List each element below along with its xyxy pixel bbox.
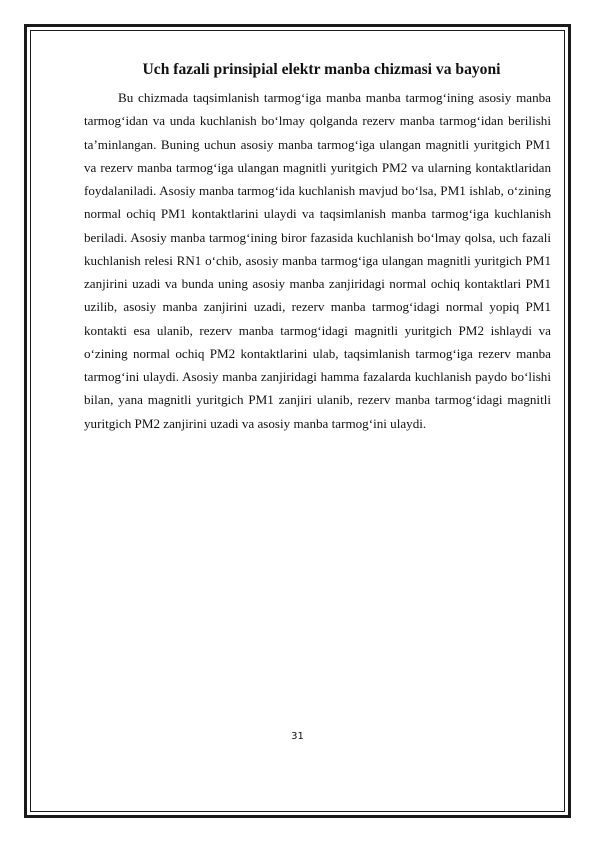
page-number: 31 <box>291 731 304 742</box>
document-title: Uch fazali prinsipial elektr manba chizmasi va bayoni <box>142 61 501 78</box>
body-paragraph: Bu chizmada taqsimlanish tarmog‘iga manba manba tarmog‘ining asosiy manba tarmog‘idan va unda kuchlanish bo‘lmay qolganda rezerv manba tarmog‘idan berilishi ta’minlangan. Buning uchun asosiy manba tarmog‘iga ulangan magnitli yuritgich PM1 va rezerv manba tarmog‘iga ulangan magnitli yuritgich PM2 va ularning kontaktlaridan foydalaniladi. Asosiy manba tarmog‘ida kuchlanish mavjud bo‘lsa, PM1 ishlab, o‘zining normal ochiq PM1 kontaktlarini ulaydi va taqsimlanish manba tarmog‘iga kuchlanish beriladi. Asosiy manba tarmog‘ining biror fazasida kuchlanish bo‘lmay qolsa, uch fazali kuchlanish relesi RN1 o‘chib, asosiy manba tarmog‘iga ulangan magnitli yuritgich PM1 zanjirini uzadi va bunda uning asosiy manba zanjiridagi normal ochiq kontaktlari PM1 uzilib, asosiy manba zanjirini uzadi, rezerv manba tarmog‘idagi normal yopiq PM1 kontakti esa ulanib, rezerv manba tarmog‘idagi magnitli yuritgich PM2 ishlaydi va o‘zining normal ochiq PM2 kontaktlarini ulab, taqsimlanish tarmog‘iga rezerv manba tarmog‘ini ulaydi. Asosiy manba zanjiridagi hamma fazalarda kuchlanish paydo bo‘lishi bilan, yana magnitli yuritgich PM1 zanjiri ulanib, rezerv manba tarmog‘idagi magnitli yuritgich PM2 zanjirini uzadi va asosiy manba tarmog‘ini ulaydi. <box>84 90 551 431</box>
document-body <box>84 58 551 435</box>
